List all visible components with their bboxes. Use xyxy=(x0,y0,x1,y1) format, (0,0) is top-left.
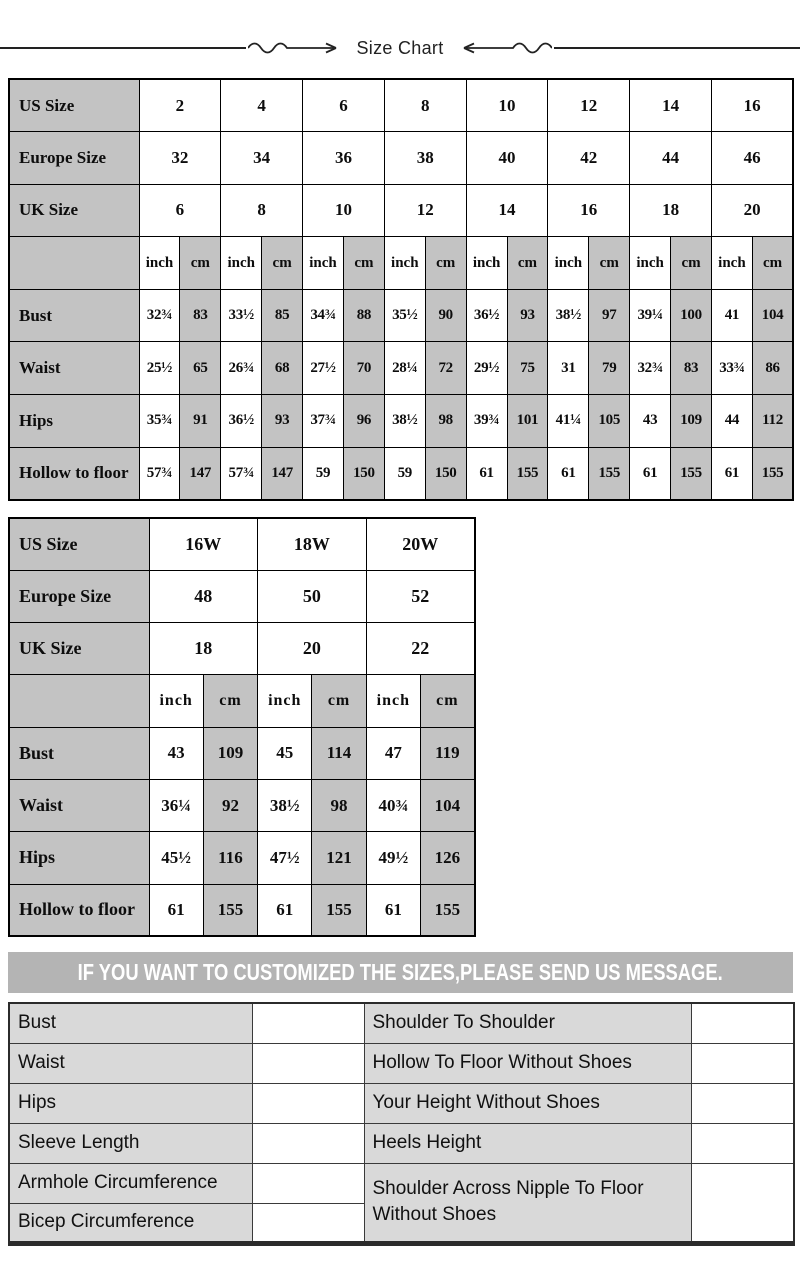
size-value-cell: 8 xyxy=(221,184,303,237)
inch-value-cell: 38½ xyxy=(548,289,589,342)
form-row xyxy=(9,1003,794,1043)
row-label: UK Size xyxy=(9,623,149,675)
divider-line-left xyxy=(0,47,246,49)
size-value-cell: 44 xyxy=(630,132,712,185)
unit-row xyxy=(9,237,793,290)
cm-value-cell: 70 xyxy=(343,342,384,395)
inch-value-cell: 34¾ xyxy=(303,289,344,342)
inch-unit-cell: inch xyxy=(303,237,344,290)
plus-size-table xyxy=(8,517,476,937)
inch-unit-cell: inch xyxy=(149,675,203,727)
row-label: Bust xyxy=(9,289,139,342)
size-value-cell: 42 xyxy=(548,132,630,185)
inch-value-cell: 39¼ xyxy=(630,289,671,342)
row-label: UK Size xyxy=(9,184,139,237)
cm-unit-cell: cm xyxy=(425,237,466,290)
inch-value-cell: 57¾ xyxy=(221,447,262,500)
cm-value-cell: 147 xyxy=(180,447,221,500)
size-row xyxy=(9,132,793,185)
inch-value-cell: 61 xyxy=(711,447,752,500)
inch-value-cell: 43 xyxy=(630,395,671,448)
measure-row xyxy=(9,727,475,779)
inch-value-cell: 31 xyxy=(548,342,589,395)
size-value-cell: 38 xyxy=(384,132,466,185)
form-input-cell xyxy=(252,1163,364,1203)
inch-value-cell: 36¼ xyxy=(149,779,203,831)
inch-value-cell: 45½ xyxy=(149,832,203,884)
inch-value-cell: 45 xyxy=(258,727,312,779)
inch-value-cell: 61 xyxy=(630,447,671,500)
form-input-cell xyxy=(252,1043,364,1083)
size-value-cell: 36 xyxy=(303,132,385,185)
cm-unit-cell: cm xyxy=(589,237,630,290)
cm-value-cell: 155 xyxy=(203,884,257,936)
form-measurement-label: Shoulder Across Nipple To Floor Without Shoes xyxy=(364,1163,691,1243)
inch-value-cell: 61 xyxy=(466,447,507,500)
cm-value-cell: 72 xyxy=(425,342,466,395)
row-label: Waist xyxy=(9,779,149,831)
cm-value-cell: 114 xyxy=(312,727,366,779)
size-value-cell: 20 xyxy=(258,623,367,675)
row-label: US Size xyxy=(9,79,139,132)
size-value-cell: 50 xyxy=(258,570,367,622)
inch-value-cell: 33½ xyxy=(221,289,262,342)
standard-size-table xyxy=(8,78,794,501)
cm-value-cell: 79 xyxy=(589,342,630,395)
size-value-cell: 16 xyxy=(711,79,793,132)
size-value-cell: 48 xyxy=(149,570,258,622)
measure-row xyxy=(9,832,475,884)
inch-value-cell: 47 xyxy=(366,727,420,779)
cm-value-cell: 91 xyxy=(180,395,221,448)
cm-unit-cell: cm xyxy=(507,237,548,290)
inch-value-cell: 38½ xyxy=(384,395,425,448)
form-input-cell xyxy=(252,1123,364,1163)
inch-unit-cell: inch xyxy=(366,675,420,727)
cm-value-cell: 155 xyxy=(420,884,474,936)
measure-row xyxy=(9,447,793,500)
size-value-cell: 16 xyxy=(548,184,630,237)
cm-value-cell: 155 xyxy=(752,447,793,500)
cm-value-cell: 97 xyxy=(589,289,630,342)
cm-value-cell: 65 xyxy=(180,342,221,395)
cm-value-cell: 150 xyxy=(425,447,466,500)
inch-unit-cell: inch xyxy=(221,237,262,290)
inch-value-cell: 41¼ xyxy=(548,395,589,448)
unit-row-spacer xyxy=(9,675,149,727)
cm-value-cell: 93 xyxy=(262,395,303,448)
size-value-cell: 4 xyxy=(221,79,303,132)
form-input-cell xyxy=(691,1043,794,1083)
inch-value-cell: 40¾ xyxy=(366,779,420,831)
cm-value-cell: 155 xyxy=(671,447,712,500)
size-value-cell: 6 xyxy=(303,79,385,132)
size-value-cell: 2 xyxy=(139,79,221,132)
form-input-cell xyxy=(691,1003,794,1043)
unit-row-spacer xyxy=(9,237,139,290)
form-measurement-label: Bust xyxy=(9,1003,252,1043)
cm-value-cell: 109 xyxy=(671,395,712,448)
size-value-cell: 34 xyxy=(221,132,303,185)
custom-size-banner-text: IF YOU WANT TO CUSTOMIZED THE SIZES,PLEASE SEND US MESSAGE. xyxy=(77,959,724,985)
measure-row xyxy=(9,779,475,831)
form-measurement-label: Hollow To Floor Without Shoes xyxy=(364,1043,691,1083)
inch-value-cell: 35¾ xyxy=(139,395,180,448)
row-label: US Size xyxy=(9,518,149,570)
size-value-cell: 18 xyxy=(149,623,258,675)
form-input-cell xyxy=(252,1203,364,1243)
inch-value-cell: 32¾ xyxy=(630,342,671,395)
cm-value-cell: 116 xyxy=(203,832,257,884)
size-value-cell: 14 xyxy=(466,184,548,237)
inch-value-cell: 61 xyxy=(149,884,203,936)
cm-value-cell: 88 xyxy=(343,289,384,342)
inch-value-cell: 36½ xyxy=(466,289,507,342)
row-label: Hips xyxy=(9,832,149,884)
cm-unit-cell: cm xyxy=(671,237,712,290)
cm-unit-cell: cm xyxy=(343,237,384,290)
form-measurement-label: Heels Height xyxy=(364,1123,691,1163)
cm-value-cell: 121 xyxy=(312,832,366,884)
cm-unit-cell: cm xyxy=(312,675,366,727)
divider-line-right xyxy=(554,47,800,49)
form-measurement-label: Bicep Circumference xyxy=(9,1203,252,1243)
cm-unit-cell: cm xyxy=(262,237,303,290)
inch-unit-cell: inch xyxy=(548,237,589,290)
inch-value-cell: 39¾ xyxy=(466,395,507,448)
size-row xyxy=(9,184,793,237)
cm-value-cell: 147 xyxy=(262,447,303,500)
inch-value-cell: 37¾ xyxy=(303,395,344,448)
cm-value-cell: 155 xyxy=(507,447,548,500)
form-row xyxy=(9,1043,794,1083)
row-label: Waist xyxy=(9,342,139,395)
measure-row xyxy=(9,289,793,342)
inch-value-cell: 36½ xyxy=(221,395,262,448)
size-row xyxy=(9,623,475,675)
form-measurement-label: Sleeve Length xyxy=(9,1123,252,1163)
form-input-cell xyxy=(691,1163,794,1243)
inch-value-cell: 29½ xyxy=(466,342,507,395)
inch-value-cell: 61 xyxy=(548,447,589,500)
size-value-cell: 46 xyxy=(711,132,793,185)
unit-row xyxy=(9,675,475,727)
cm-value-cell: 150 xyxy=(343,447,384,500)
size-value-cell: 16W xyxy=(149,518,258,570)
form-input-cell xyxy=(691,1083,794,1123)
cm-value-cell: 109 xyxy=(203,727,257,779)
cm-unit-cell: cm xyxy=(203,675,257,727)
cm-value-cell: 119 xyxy=(420,727,474,779)
inch-value-cell: 61 xyxy=(366,884,420,936)
inch-unit-cell: inch xyxy=(139,237,180,290)
size-value-cell: 12 xyxy=(548,79,630,132)
row-label: Hollow to floor xyxy=(9,447,139,500)
measurement-form-table xyxy=(8,1002,795,1246)
inch-value-cell: 47½ xyxy=(258,832,312,884)
cm-value-cell: 83 xyxy=(180,289,221,342)
inch-value-cell: 28¼ xyxy=(384,342,425,395)
inch-unit-cell: inch xyxy=(630,237,671,290)
measure-row xyxy=(9,342,793,395)
size-value-cell: 20 xyxy=(711,184,793,237)
measure-row xyxy=(9,395,793,448)
inch-value-cell: 32¾ xyxy=(139,289,180,342)
cm-value-cell: 155 xyxy=(312,884,366,936)
form-input-cell xyxy=(252,1003,364,1043)
cm-value-cell: 75 xyxy=(507,342,548,395)
cm-value-cell: 155 xyxy=(589,447,630,500)
inch-value-cell: 61 xyxy=(258,884,312,936)
size-value-cell: 10 xyxy=(466,79,548,132)
row-label: Bust xyxy=(9,727,149,779)
cm-value-cell: 68 xyxy=(262,342,303,395)
size-chart-header xyxy=(0,36,800,60)
cm-value-cell: 83 xyxy=(671,342,712,395)
inch-value-cell: 27½ xyxy=(303,342,344,395)
inch-unit-cell: inch xyxy=(711,237,752,290)
cm-value-cell: 104 xyxy=(752,289,793,342)
inch-value-cell: 38½ xyxy=(258,779,312,831)
row-label: Europe Size xyxy=(9,132,139,185)
size-value-cell: 40 xyxy=(466,132,548,185)
form-row xyxy=(9,1123,794,1163)
cm-value-cell: 96 xyxy=(343,395,384,448)
row-label: Europe Size xyxy=(9,570,149,622)
inch-value-cell: 25½ xyxy=(139,342,180,395)
cm-value-cell: 126 xyxy=(420,832,474,884)
size-value-cell: 8 xyxy=(384,79,466,132)
inch-unit-cell: inch xyxy=(258,675,312,727)
inch-value-cell: 59 xyxy=(384,447,425,500)
cm-value-cell: 93 xyxy=(507,289,548,342)
inch-value-cell: 43 xyxy=(149,727,203,779)
inch-value-cell: 59 xyxy=(303,447,344,500)
form-measurement-label: Shoulder To Shoulder xyxy=(364,1003,691,1043)
cm-value-cell: 98 xyxy=(312,779,366,831)
cm-value-cell: 98 xyxy=(425,395,466,448)
inch-value-cell: 49½ xyxy=(366,832,420,884)
inch-value-cell: 26¾ xyxy=(221,342,262,395)
inch-value-cell: 57¾ xyxy=(139,447,180,500)
form-input-cell xyxy=(252,1083,364,1123)
inch-unit-cell: inch xyxy=(466,237,507,290)
size-value-cell: 10 xyxy=(303,184,385,237)
cm-value-cell: 105 xyxy=(589,395,630,448)
squiggle-arrow-left-icon xyxy=(460,40,552,56)
size-value-cell: 14 xyxy=(630,79,712,132)
row-label: Hips xyxy=(9,395,139,448)
cm-unit-cell: cm xyxy=(420,675,474,727)
inch-value-cell: 33¾ xyxy=(711,342,752,395)
form-measurement-label: Armhole Circumference xyxy=(9,1163,252,1203)
inch-value-cell: 44 xyxy=(711,395,752,448)
size-value-cell: 12 xyxy=(384,184,466,237)
cm-unit-cell: cm xyxy=(180,237,221,290)
page-title: Size Chart xyxy=(356,37,444,58)
size-value-cell: 32 xyxy=(139,132,221,185)
size-value-cell: 18W xyxy=(258,518,367,570)
size-row xyxy=(9,570,475,622)
row-label: Hollow to floor xyxy=(9,884,149,936)
cm-value-cell: 85 xyxy=(262,289,303,342)
cm-value-cell: 92 xyxy=(203,779,257,831)
cm-value-cell: 90 xyxy=(425,289,466,342)
squiggle-arrow-right-icon xyxy=(248,40,340,56)
custom-size-banner xyxy=(8,952,793,993)
inch-unit-cell: inch xyxy=(384,237,425,290)
size-value-cell: 18 xyxy=(630,184,712,237)
form-row xyxy=(9,1083,794,1123)
size-row xyxy=(9,518,475,570)
form-row xyxy=(9,1163,794,1203)
size-row xyxy=(9,79,793,132)
size-value-cell: 20W xyxy=(366,518,475,570)
size-value-cell: 6 xyxy=(139,184,221,237)
form-input-cell xyxy=(691,1123,794,1163)
size-value-cell: 22 xyxy=(366,623,475,675)
form-measurement-label: Your Height Without Shoes xyxy=(364,1083,691,1123)
form-measurement-label: Hips xyxy=(9,1083,252,1123)
cm-value-cell: 86 xyxy=(752,342,793,395)
cm-value-cell: 112 xyxy=(752,395,793,448)
cm-value-cell: 101 xyxy=(507,395,548,448)
inch-value-cell: 35½ xyxy=(384,289,425,342)
cm-unit-cell: cm xyxy=(752,237,793,290)
size-value-cell: 52 xyxy=(366,570,475,622)
form-measurement-label: Waist xyxy=(9,1043,252,1083)
measure-row xyxy=(9,884,475,936)
cm-value-cell: 104 xyxy=(420,779,474,831)
cm-value-cell: 100 xyxy=(671,289,712,342)
inch-value-cell: 41 xyxy=(711,289,752,342)
